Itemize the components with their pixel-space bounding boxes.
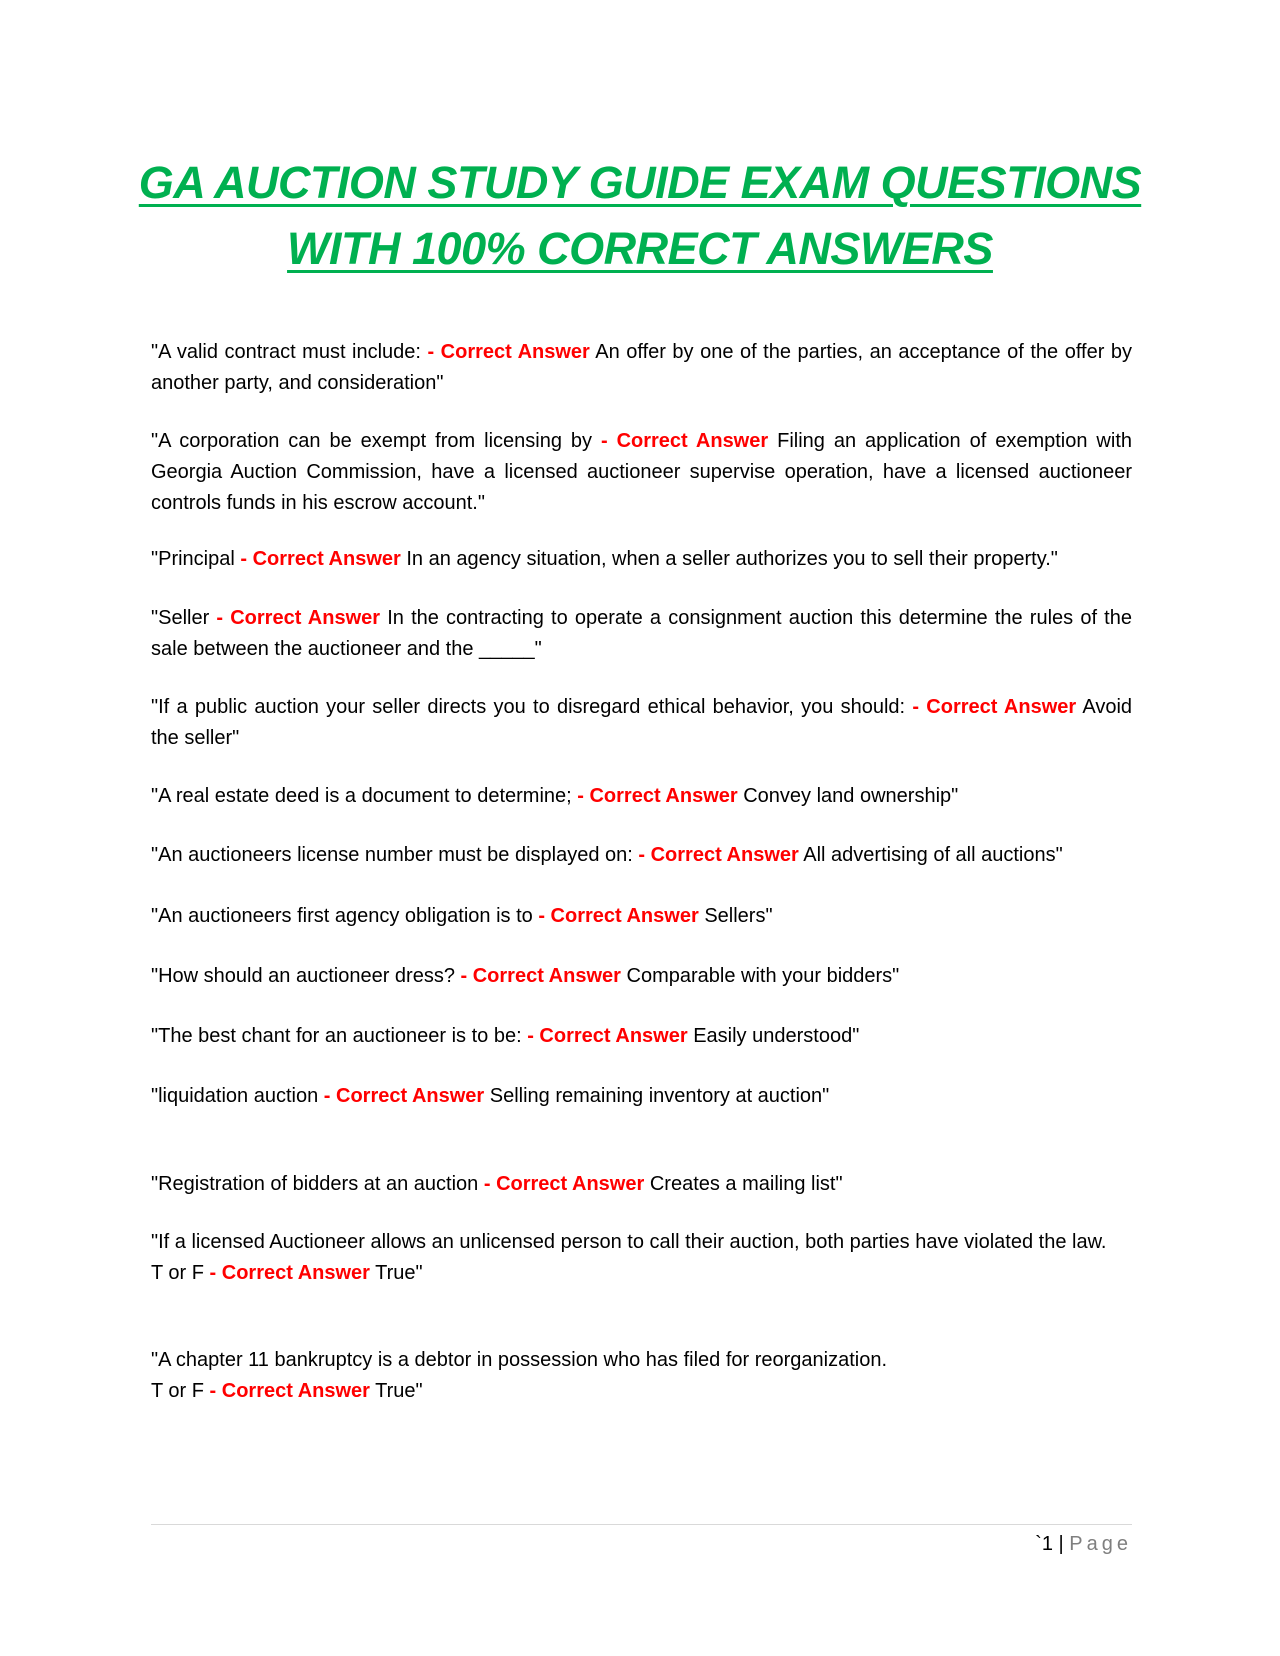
question-text: "liquidation auction — [151, 1085, 319, 1107]
qa-item-14 — [151, 1345, 1132, 1407]
correct-answer-marker: - Correct Answer — [577, 785, 738, 807]
question-text: "A chapter 11 bankruptcy is a debtor in possession who has filed for reorganization. — [151, 1349, 888, 1371]
answer-text: In the contracting to operate a consignment auction this determine the rules of the sale between the auctioneer and the _____" — [151, 607, 1132, 660]
correct-answer-marker: - Correct Answer — [600, 430, 769, 452]
answer-text: All advertising of all auctions" — [803, 844, 1063, 866]
question-text: "If a licensed Auctioneer allows an unlicensed person to call their auction, both parties have violated the law. — [151, 1231, 1107, 1253]
qa-item-5 — [151, 692, 1132, 754]
footer-divider — [151, 1524, 1132, 1525]
qa-item-6 — [151, 781, 1132, 812]
qa-item-10 — [151, 1021, 1132, 1052]
qa-item-3 — [151, 544, 1132, 575]
qa-item-4 — [151, 603, 1132, 665]
question-text: "A valid contract must include: — [151, 341, 421, 363]
qa-item-1 — [151, 337, 1132, 399]
answer-text: Easily understood" — [693, 1025, 860, 1047]
qa-item-12 — [151, 1169, 1132, 1200]
title-line-2: WITH 100% CORRECT ANSWERS — [287, 223, 993, 274]
correct-answer-marker: - Correct Answer — [209, 1380, 370, 1402]
page-label: Page — [1069, 1533, 1132, 1555]
correct-answer-marker: - Correct Answer — [460, 965, 621, 987]
correct-answer-marker: - Correct Answer — [209, 1262, 370, 1284]
question-text: "Principal — [151, 548, 235, 570]
answer-text: Sellers" — [704, 905, 773, 927]
question-prompt: T or F — [151, 1380, 204, 1402]
qa-item-8 — [151, 901, 1132, 932]
qa-item-13 — [151, 1227, 1132, 1289]
title-line-1: GA AUCTION STUDY GUIDE EXAM QUESTIONS — [138, 157, 1142, 208]
question-text: "Registration of bidders at an auction — [151, 1173, 479, 1195]
answer-text: Convey land ownership" — [743, 785, 959, 807]
answer-text: True" — [375, 1380, 423, 1402]
question-text: "If a public auction your seller directs you to disregard ethical behavior, you should: — [151, 696, 906, 718]
correct-answer-marker: - Correct Answer — [427, 341, 590, 363]
answer-text: Selling remaining inventory at auction" — [489, 1085, 830, 1107]
answer-text: True" — [375, 1262, 423, 1284]
page-number: `1 — [1035, 1533, 1053, 1555]
correct-answer-marker: - Correct Answer — [323, 1085, 485, 1107]
document-title — [100, 150, 1180, 282]
question-text: "A corporation can be exempt from licensing by — [151, 430, 593, 452]
question-text: "The best chant for an auctioneer is to be: — [151, 1025, 522, 1047]
qa-item-9 — [151, 961, 1132, 992]
answer-text: An offer by one of the parties, an acceptance of the offer by another party, and consideration" — [151, 341, 1132, 394]
correct-answer-marker: - Correct Answer — [216, 607, 381, 629]
footer-separator: | — [1058, 1533, 1064, 1555]
correct-answer-marker: - Correct Answer — [483, 1173, 645, 1195]
answer-text: Creates a mailing list" — [649, 1173, 843, 1195]
question-text: "How should an auctioneer dress? — [151, 965, 455, 987]
answer-text: Comparable with your bidders" — [626, 965, 900, 987]
question-text: "An auctioneers first agency obligation is to — [151, 905, 533, 927]
question-text: "A real estate deed is a document to determine; — [151, 785, 572, 807]
correct-answer-marker: - Correct Answer — [538, 905, 699, 927]
question-prompt: T or F — [151, 1262, 204, 1284]
question-text: "Seller — [151, 607, 210, 629]
page-footer — [1035, 1530, 1132, 1558]
correct-answer-marker: - Correct Answer — [527, 1025, 688, 1047]
qa-item-7 — [151, 840, 1132, 871]
answer-text: Avoid the seller" — [151, 696, 1133, 749]
correct-answer-marker: - Correct Answer — [240, 548, 401, 570]
correct-answer-marker: - Correct Answer — [638, 844, 799, 866]
correct-answer-marker: - Correct Answer — [912, 696, 1077, 718]
question-text: "An auctioneers license number must be displayed on: — [151, 844, 633, 866]
qa-item-11 — [151, 1081, 1132, 1112]
answer-text: In an agency situation, when a seller authorizes you to sell their property." — [406, 548, 1058, 570]
qa-item-2 — [151, 426, 1132, 519]
answer-text: Filing an application of exemption with Georgia Auction Commission, have a licensed auctioneer supervise operation, have a licensed auctioneer controls funds in his escrow account." — [151, 430, 1133, 514]
